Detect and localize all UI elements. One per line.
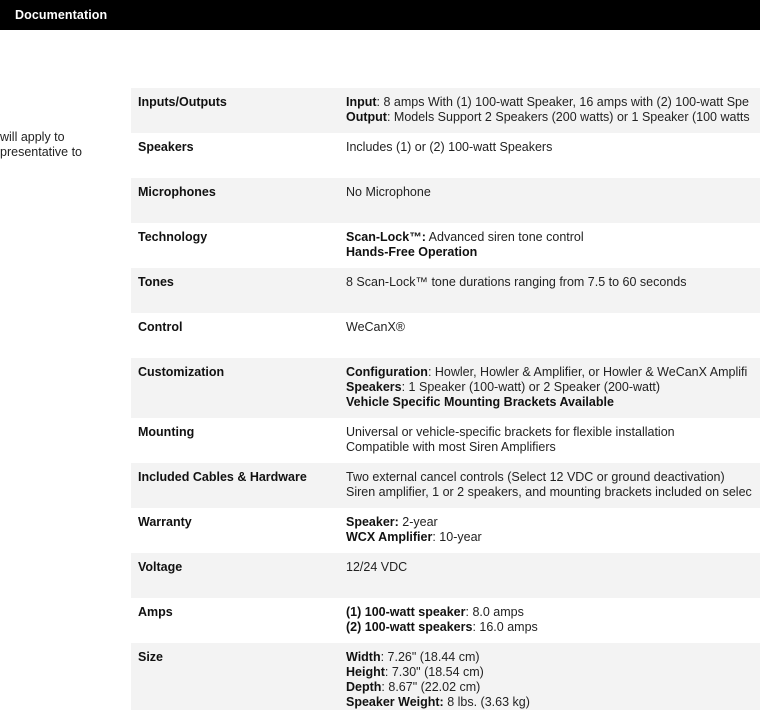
spec-value-line xyxy=(346,425,760,440)
spec-row xyxy=(131,553,760,598)
spec-value xyxy=(346,320,760,358)
spec-value-key: (2) 100-watt speakers xyxy=(346,620,473,634)
spec-value xyxy=(346,515,760,553)
spec-value-key: Scan-Lock™: xyxy=(346,230,426,244)
spec-row xyxy=(131,463,760,508)
spec-value-key: Depth xyxy=(346,680,382,694)
spec-value-line xyxy=(346,605,760,620)
spec-value-text: 8 Scan-Lock™ tone durations ranging from 7.5 to 60 seconds xyxy=(346,275,687,289)
spec-value-line xyxy=(346,695,760,710)
section-title[interactable]: Documentation xyxy=(15,8,108,22)
spec-row xyxy=(131,418,760,463)
spec-value-line xyxy=(346,470,760,485)
spec-row xyxy=(131,358,760,418)
spec-value-line xyxy=(346,275,760,290)
spec-value-text: Universal or vehicle-specific brackets for flexible installation xyxy=(346,425,675,439)
spec-value-key: Vehicle Specific Mounting Brackets Available xyxy=(346,395,614,409)
spec-value-text: : 8.0 amps xyxy=(465,605,524,619)
spec-value-key: WCX Amplifier xyxy=(346,530,433,544)
spec-value xyxy=(346,470,760,508)
spec-value-line xyxy=(346,185,760,200)
spec-value-text: : Howler, Howler & Amplifier, or Howler & WeCanX Amplifi xyxy=(427,365,748,379)
spec-label: Technology xyxy=(138,230,208,244)
spec-value xyxy=(346,185,760,223)
spec-row xyxy=(131,268,760,313)
spec-value-line xyxy=(346,665,760,680)
spec-value xyxy=(346,365,760,418)
side-note-text xyxy=(0,130,110,160)
spec-label: Tones xyxy=(138,275,174,289)
spec-value-text: 8 lbs. (3.63 kg) xyxy=(443,695,530,709)
spec-value-line xyxy=(346,440,760,455)
spec-value-line xyxy=(346,530,760,545)
spec-value-text: : Models Support 2 Speakers (200 watts) or 1 Speaker (100 watts xyxy=(386,110,750,124)
spec-value-key: Speaker: xyxy=(346,515,399,529)
spec-row xyxy=(131,223,760,268)
spec-value-key: Input xyxy=(346,95,377,109)
spec-value-text: 2-year xyxy=(398,515,438,529)
spec-value-text: : 7.30" (18.54 cm) xyxy=(384,665,484,679)
spec-value-text: : 16.0 amps xyxy=(472,620,538,634)
spec-value xyxy=(346,560,760,598)
spec-value-text: Two external cancel controls (Select 12 VDC or ground deactivation) xyxy=(346,470,725,484)
spec-label: Warranty xyxy=(138,515,192,529)
spec-value-text: Advanced siren tone control xyxy=(425,230,584,244)
spec-label: Customization xyxy=(138,365,225,379)
spec-value xyxy=(346,275,760,313)
spec-row xyxy=(131,643,760,710)
spec-table xyxy=(131,88,760,710)
spec-value-line xyxy=(346,680,760,695)
spec-value-line xyxy=(346,95,760,110)
spec-value-line xyxy=(346,485,760,500)
side-note-line: will apply to xyxy=(0,130,65,144)
spec-value xyxy=(346,230,760,268)
spec-value-line xyxy=(346,365,760,380)
spec-row xyxy=(131,313,760,358)
spec-value-line xyxy=(346,380,760,395)
spec-row xyxy=(131,508,760,553)
spec-value-line xyxy=(346,110,760,125)
spec-label: Control xyxy=(138,320,183,334)
spec-value-line xyxy=(346,140,760,155)
spec-value xyxy=(346,425,760,463)
spec-value-text: : 8 amps With (1) 100-watt Speaker, 16 amps with (2) 100-watt Spe xyxy=(376,95,749,109)
spec-value-text: WeCanX® xyxy=(346,320,406,334)
spec-value-text: Siren amplifier, 1 or 2 speakers, and mounting brackets included on selec xyxy=(346,485,752,499)
spec-row xyxy=(131,88,760,133)
spec-value-text: : 1 Speaker (100-watt) or 2 Speaker (200-watt) xyxy=(401,380,661,394)
spec-value-line xyxy=(346,650,760,665)
spec-value-key: Width xyxy=(346,650,381,664)
spec-value-text: : 7.26" (18.44 cm) xyxy=(380,650,480,664)
spec-value-key: Height xyxy=(346,665,385,679)
spec-label: Inputs/Outputs xyxy=(138,95,227,109)
spec-label: Mounting xyxy=(138,425,195,439)
spec-value-line xyxy=(346,560,760,575)
spec-value xyxy=(346,140,760,178)
spec-value-key: Hands-Free Operation xyxy=(346,245,478,259)
spec-value-key: Speakers xyxy=(346,380,402,394)
spec-value-text: No Microphone xyxy=(346,185,431,199)
spec-row xyxy=(131,598,760,643)
spec-label: Speakers xyxy=(138,140,194,154)
spec-value-key: Configuration xyxy=(346,365,428,379)
spec-value-key: Output xyxy=(346,110,387,124)
spec-value-line xyxy=(346,245,760,260)
spec-value-text: : 8.67" (22.02 cm) xyxy=(381,680,481,694)
spec-value-text: 12/24 VDC xyxy=(346,560,408,574)
spec-row xyxy=(131,133,760,178)
spec-value xyxy=(346,605,760,643)
spec-value-line xyxy=(346,515,760,530)
spec-value xyxy=(346,650,760,710)
spec-value-key: (1) 100-watt speaker xyxy=(346,605,466,619)
spec-label: Microphones xyxy=(138,185,216,199)
spec-value-text: Includes (1) or (2) 100-watt Speakers xyxy=(346,140,553,154)
spec-value-text: Compatible with most Siren Amplifiers xyxy=(346,440,556,454)
spec-value-key: Speaker Weight: xyxy=(346,695,444,709)
spec-label: Size xyxy=(138,650,164,664)
spec-value xyxy=(346,95,760,133)
spec-value-text: : 10-year xyxy=(432,530,482,544)
spec-value-line xyxy=(346,230,760,245)
documentation-header-bar xyxy=(0,0,760,30)
spec-label: Voltage xyxy=(138,560,183,574)
spec-value-line xyxy=(346,395,760,410)
spec-value-line xyxy=(346,620,760,635)
spec-value-line xyxy=(346,320,760,335)
spec-label: Included Cables & Hardware xyxy=(138,470,307,484)
spec-label: Amps xyxy=(138,605,173,619)
spec-row xyxy=(131,178,760,223)
side-note-line: presentative to xyxy=(0,145,82,159)
